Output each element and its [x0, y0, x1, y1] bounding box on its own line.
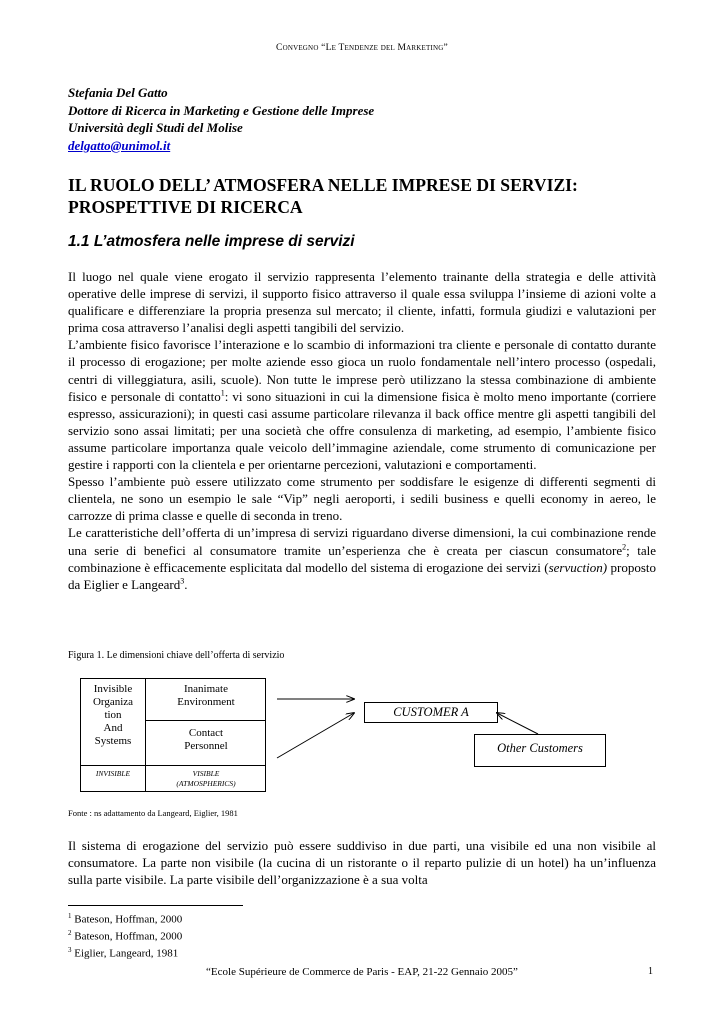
paper-title: IL RUOLO DELL’ ATMOSFERA NELLE IMPRESE DI SERVIZI: PROSPETTIVE DI RICERCA [68, 175, 578, 217]
contact-personnel-label: Contact Personnel [184, 727, 228, 752]
figure-source: Fonte : ns adattamento da Langeard, Eiglier, 1981 [68, 808, 238, 818]
footnote-ref-1[interactable]: 1 [220, 388, 225, 398]
paragraph-2: L’ambiente fisico favorisce l’interazione e lo scambio di informazioni tra cliente e personale di contatto durante il processo di erogazione; per molte aziende esso gioca un ruolo fondamentale nell’intero processo (ospedali, centri di villeggiatura, asili, scuole). Non tutte le imprese però utilizzano la stessa combinazione di ambiente fisico e personale di contatto$^1$: vi sono situazioni in cui la dimensione fisica è molto meno importante (corriere espresso, assicurazioni); in questi casi assume particolare rilevanza il back office mentre gli aspetti tangibili del servizio sono assai limitati; per una società che offre consulenza di marketing, ad esempio, l’ambiente fisico assume particolare importanza quale veicolo dell’immagine aziendale, come strumento di comunicazione per gestire i rapporti con la clientela e per orientarne percezioni, valutazioni e comportamenti. [68, 337, 656, 473]
footnote-separator [68, 905, 243, 906]
paragraph-5: Il sistema di erogazione del servizio può essere suddiviso in due parti, una visibile ed una non visibile al consumatore. La parte non visibile (la cucina di un ristorante o il reparto pulizie di un hotel) ha un’influenza sulla parte visibile. La parte visibile dell’organizzazione è a sua volta [68, 838, 656, 888]
paragraph-4: Le caratteristiche dell’offerta di un’impresa di servizi riguardano diverse dimensioni, la cui combinazione rende una serie di benefici al consumatore tramite un’esperienza che è creata per ciascun consumatore$^2$; tale combinazione è efficacemente esplicitata dal modello del sistema di erogazione dei servizi (servuction) proposto da Eiglier e Langeard$^3$. [68, 525, 656, 592]
arrow-others-to-customer [497, 713, 538, 734]
author-affiliation: Università degli Studi del Molise [68, 120, 243, 136]
running-header: Convegno “Le Tendenze del Marketing” [276, 43, 448, 53]
invisible-organization-label: Invisible Organiza tion And Systems [92, 683, 134, 747]
author-role: Dottore di Ricerca in Marketing e Gestione delle Imprese [68, 102, 375, 118]
footnote-ref-3[interactable]: 3 [180, 576, 185, 586]
author-name: Stefania Del Gatto [68, 85, 168, 100]
page-footer: “Ecole Supérieure de Commerce de Paris - EAP, 21-22 Gennaio 2005” [206, 966, 518, 978]
body-text-bottom [68, 837, 656, 888]
arrow-personnel-to-customer [277, 713, 354, 758]
figure-caption: Figura 1. Le dimensioni chiave dell’offerta di servizio [68, 650, 285, 661]
customer-a-label: CUSTOMER A [393, 705, 469, 719]
footnote-3: $^3$ Eiglier, Langeard, 1981 [68, 945, 179, 960]
paragraph-1: Il luogo nel quale viene erogato il servizio rappresenta l’elemento trainante della strategia e delle attività operative delle imprese di servizi, il supporto fisico attraverso il quale essa sviluppa l’insieme di azioni volte a qualificare e differenziare la propria presenza sul mercato; il cliente, infatti, formula giudizi e valutazioni per prima cosa attraverso l’analisi degli aspetti tangibili del servizio. [68, 269, 656, 336]
section-heading: 1.1 L’atmosfera nelle imprese di servizi [68, 233, 355, 250]
inanimate-environment-label: Inanimate Environment [177, 683, 235, 708]
footnotes [68, 910, 182, 961]
invisible-caption: INVISIBLE [95, 769, 131, 778]
visible-caption: VISIBLE (ATMOSPHERICS) [176, 769, 236, 788]
footnote-ref-2[interactable]: 2 [622, 542, 627, 552]
page-number: 1 [648, 966, 653, 977]
other-customers-label: Other Customers [497, 741, 583, 755]
footnote-1: $^1$ Bateson, Hoffman, 2000 [68, 912, 183, 926]
author-email-link[interactable]: delgatto@unimol.it [68, 137, 171, 153]
footnote-2: $^2$ Bateson, Hoffman, 2000 [68, 928, 183, 943]
paragraph-3: Spesso l’ambiente può essere utilizzato come strumento per soddisfare le esigenze di differenti segmenti di clientela, ne sono un esempio le sale “Vip” negli aeroporti, i sedili business e quelli economy in aereo, le carrozze di prima classe e quelle di seconda in treno. [68, 474, 656, 524]
